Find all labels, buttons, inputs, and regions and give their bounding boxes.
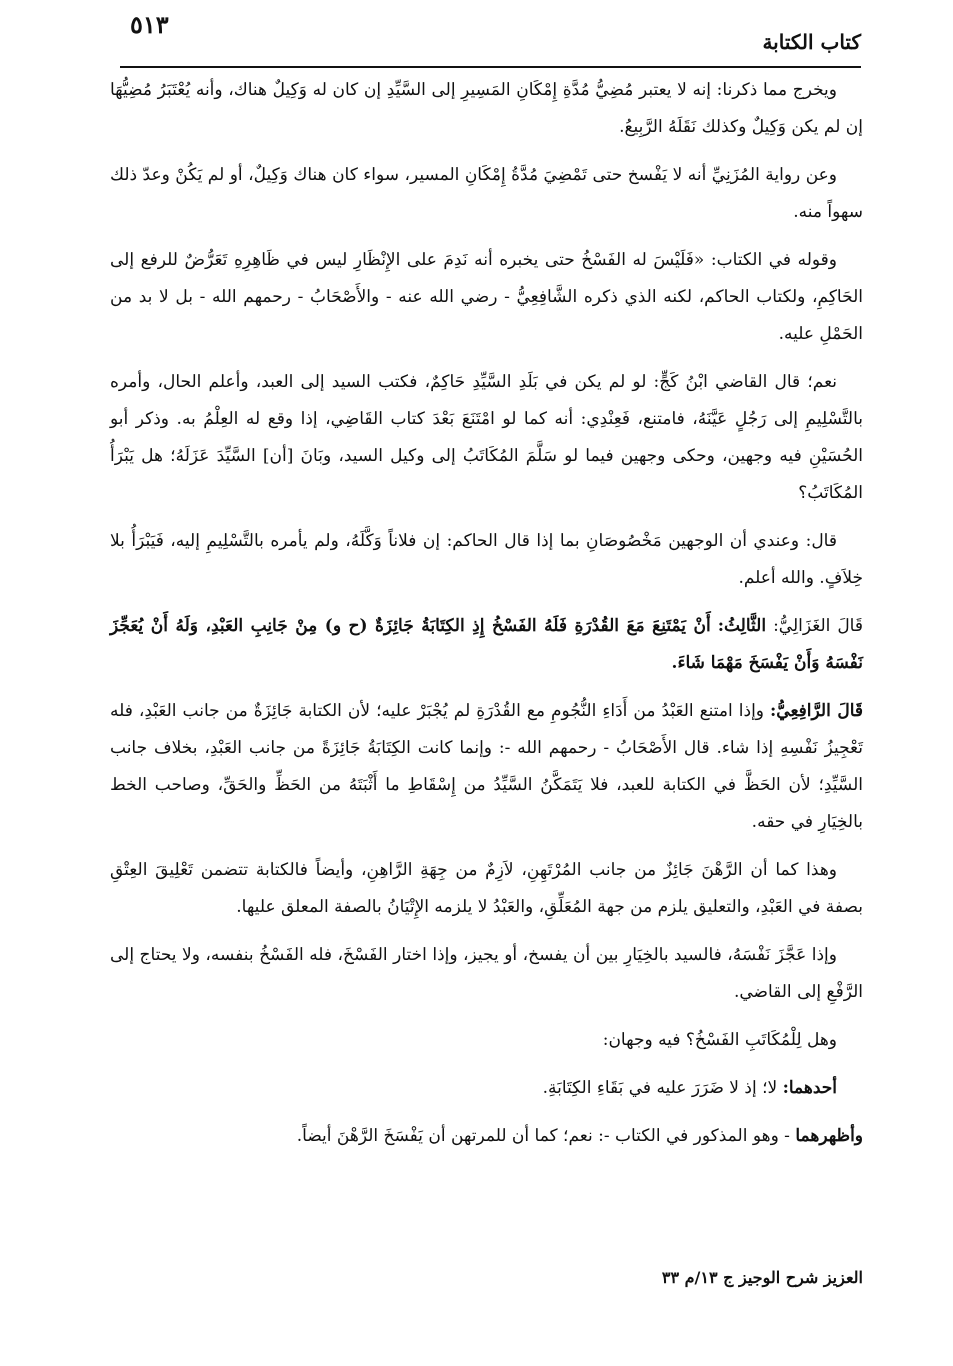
paragraph: قال: وعندي أن الوجهين مَخْصُوصَانِ بما إذا قال الحاكم: إن فلاناً وَكَّلَهُ، ولم يأمره بالتَّسْلِيمِ إليه، فَيَبْرَأُ بلا خِلاَفٍ. والله أعلم.: [110, 531, 863, 588]
ghazali-text: أَنْ يَمْتَنِعَ مَعَ القُدْرَةِ فَلَهُ الفَسْخُ إِذِ الكِتَابَةُ جَائِزَةٌ (ح و) مِنْ جَانِبِ العَبْدِ، وَلَهُ أَنْ يُعَجِّزَ نَفْسَهُ وَأَنْ يَفْسَخَ مَهْمَا شَاءَ.: [110, 616, 863, 673]
second-view-text: - وهو المذكور في الكتاب -: نعم؛ كما أن للمرتهن أن يَفْسَخَ الرَّهْنَ أيضاً.: [296, 1126, 790, 1146]
ghazali-label: قَالَ الغَزَالِيُّ:: [773, 616, 863, 636]
page-number: ٥١٣: [130, 10, 169, 39]
paragraph: وقوله في الكتاب: «فَلَيْسَ له الفَسْخُ حتى يخبره أنه نَدِمَ على الإِنْظَارِ ليس في ظَاهِرِهِ تَعَرُّضٌ للرفع إلى الحَاكِمِ، ولكتاب الحاكم، لكنه الذي ذكره الشَّافِعِيُّ - رضي الله عنه - والأَصْحَابُ - رحمهم الله - بل لا بد من الحَمْلِ عليه.: [110, 250, 863, 344]
paragraph: وعن رواية المُزَنِيِّ أنه لا يَفْسخ حتى تَمْضِيَ مُدَّةُ إِمْكَانِ المسير، سواء كان هناك وَكِيلٌ، أو لم يَكُنْ وعدّ ذلك سهواً منه.: [110, 165, 863, 222]
paragraph: وهذا كما أن الرَّهْنَ جَائِزٌ من جانب المُرْتَهِنِ، لاَزِمٌ من جِهَةِ الرَّاهِنِ، وأيضاً فالكتابة تتضمن تَعْلِيقَ العِتْقِ بصفة في العَبْدِ، والتعليق يلزم من جهة المُعَلِّقِ، والعَبْدُ لا يلزمه الإِتْيَانُ بالصفة المعلق عليها.: [110, 860, 863, 917]
first-view-text: لا؛ إذ لا ضَرَرَ عليه في بَقَاءِ الكِتَابَةِ.: [542, 1078, 778, 1098]
ghazali-paragraph: [110, 608, 863, 682]
rafii-text: وإذا امتنع العَبْدُ من أَدَاءِ النُّجُومِ مع القُدْرَةِ لم يُجْبَرْ عليه؛ لأن الكتابة جَائِزَةٌ من جانب العَبْدِ، فله تَعْجِيزُ نَفْسِهِ إذا شاء. قال الأَصْحَابُ - رحمهم الله -: وإنما كانت الكِتَابَةُ جَائِزَةً من جانب العَبْدِ، بخلاف جانب السَّيِّدِ؛ لأن الحَظَّ في الكتابة للعبد، فلا يَتَمَكَّنُ السَّيِّدُ من إِسْقَاطِ ما أَثْبَتَهُ من الحَظِّ والحَقِّ، وصاحب الخط بالخِيَارِ في حقه.: [110, 701, 863, 832]
second-view-label: وأظهرهما: [795, 1126, 863, 1146]
running-head: كتاب الكتابة: [762, 30, 861, 54]
ghazali-heading: الثَّالِثُ:: [717, 616, 767, 636]
first-view-label: أحدهما:: [782, 1078, 837, 1098]
paragraph: وهل لِلْمُكَاتَبِ الفَسْخُ؟ فيه وجهان:: [602, 1030, 837, 1050]
first-view-paragraph: [110, 1070, 863, 1107]
second-view-paragraph: [110, 1118, 863, 1155]
paragraph: وإذا عَجَّزَ نَفْسَهُ، فالسيد بالخِيَارِ بين أن يفسخ، أو يجيز، وإذا اختار الفَسْخَ، فله الفَسْخُ بنفسه، ولا يحتاج إلى الرَّفْعِ إلى القاضي.: [110, 945, 863, 1002]
paragraph: نعم؛ قال القاضي ابْنُ كَجٍّ: لو لم يكن في بَلَدِ السَّيِّدِ حَاكِمٌ، فكتب السيد إلى العبد، وأعلم الحال، وأمره بالتَّسْلِيمِ إلى رَجُلٍ عَيَّنَهُ، فامتنع، فَعِنْدِي: أنه كما لو امْتَنَعَ بَعْدَ كتاب القَاضِي، إذا وقع له العِلْمُ به. وذكر أبو الحُسَيْنِ فيه وجهين، وحكى وجهين فيما لو سَلَّمَ المُكَاتَبُ إلى وكيل السيد، وبَانَ [أن] السَّيِّدَ عَزَلَهُ؛ هل يَبْرَأُ المُكَاتَبُ؟: [110, 372, 863, 503]
page-footer: العزيز شرح الوجيز ج ١٣/م ٣٣: [661, 1268, 863, 1287]
rafii-label: قَالَ الرَّافِعِيُّ:: [770, 701, 863, 721]
page-header: [120, 8, 861, 68]
main-text: [110, 72, 863, 1166]
rafii-paragraph: [110, 693, 863, 841]
paragraph: ويخرج مما ذكرنا: إنه لا يعتبر مُضِيُّ مُدَّةِ إِمْكَانِ المَسِيرِ إلى السَّيِّدِ إن كان له وَكِيلٌ هناك، وأنه يُعْتَبَرُ مُضِيُّهَا إن لم يكن وَكِيلٌ وكذلك نَقَلَهُ الرَّبِيعُ.: [110, 80, 863, 137]
